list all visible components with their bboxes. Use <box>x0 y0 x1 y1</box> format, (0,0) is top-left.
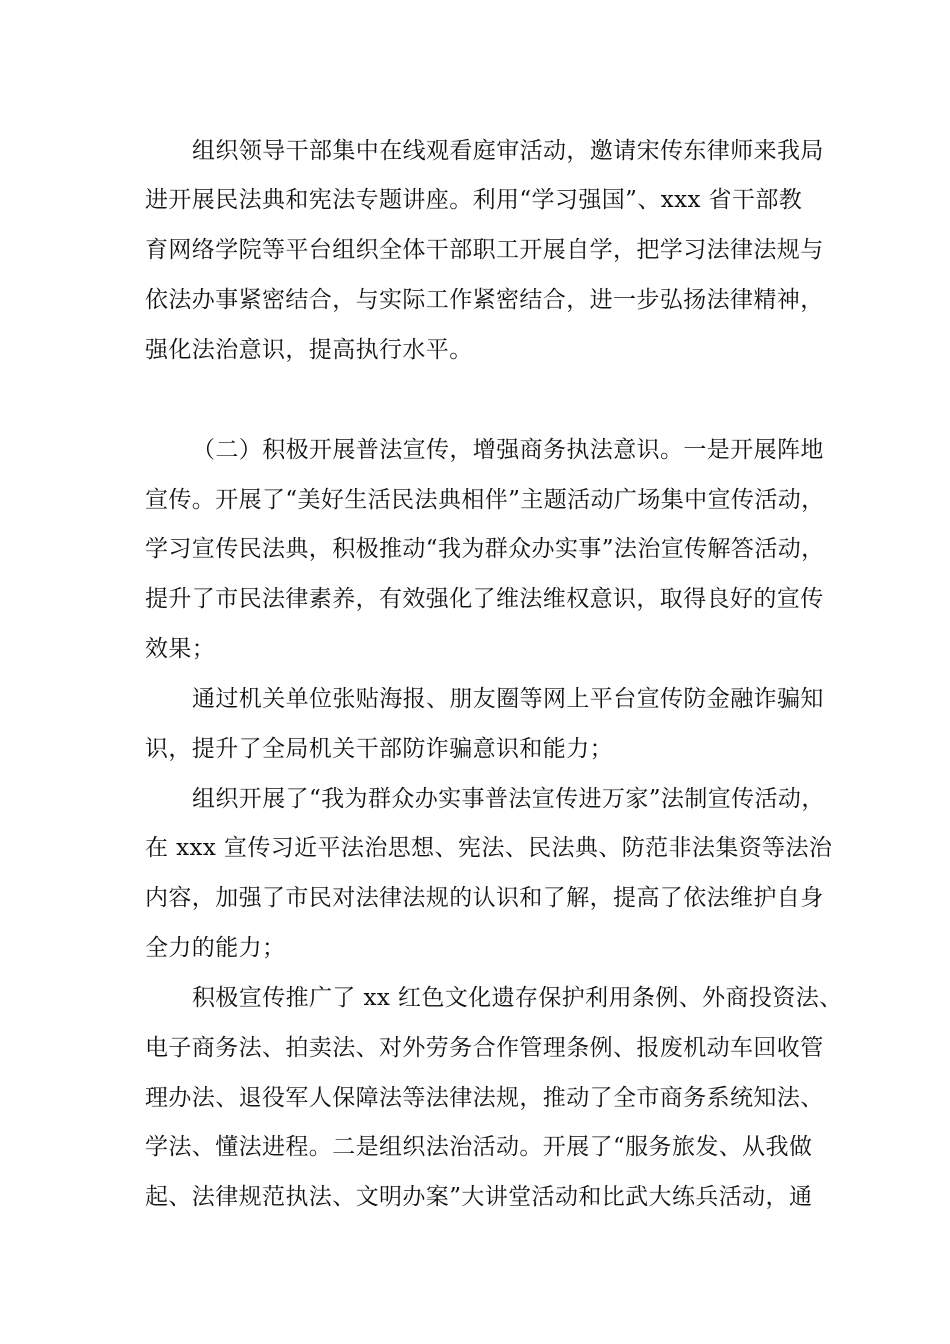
paragraph-line: 效果； <box>145 636 216 662</box>
paragraph-line: 电子商务法、拍卖法、对外劳务合作管理条例、报废机动车回收管 <box>145 1035 824 1061</box>
paragraph-line: （二）积极开展普法宣传，增强商务执法意识。一是开展阵地 <box>192 437 824 463</box>
paragraph-line: 宣传。开展了“美好生活民法典相伴”主题活动广场集中宣传活动， <box>145 487 825 513</box>
paragraph-line: 识，提升了全局机关干部防诈骗意识和能力； <box>145 736 613 762</box>
paragraph-line: 提升了市民法律素养，有效强化了维法维权意识，取得良好的宣传 <box>145 586 824 612</box>
paragraph-line: 学习宣传民法典，积极推动“我为群众办实事”法治宣传解答活动， <box>145 536 825 562</box>
paragraph-line: 组织开展了“我为群众办实事普法宣传进万家”法制宣传活动， <box>192 786 825 812</box>
paragraph-line: 起、法律规范执法、文明办案”大讲堂活动和比武大练兵活动，通 <box>145 1184 813 1210</box>
paragraph-line: 育网络学院等平台组织全体干部职工开展自学，把学习法律法规与 <box>145 237 824 263</box>
paragraph-line: 通过机关单位张贴海报、朋友圈等网上平台宣传防金融诈骗知 <box>192 686 824 712</box>
paragraph-line: 强化法治意识，提高执行水平。 <box>145 337 473 363</box>
paragraph-line: 依法办事紧密结合，与实际工作紧密结合，进一步弘扬法律精神， <box>145 287 824 313</box>
paragraph-line: 内容，加强了市民对法律法规的认识和了解，提高了依法维护自身 <box>145 885 824 911</box>
paragraph-line: 积极宣传推广了 xx 红色文化遗存保护利用条例、外商投资法、 <box>192 985 843 1011</box>
paragraph-line: 组织领导干部集中在线观看庭审活动，邀请宋传东律师来我局 <box>192 138 824 164</box>
paragraph-line: 学法、懂法进程。二是组织法治活动。开展了“服务旅发、从我做 <box>145 1134 813 1160</box>
paragraph-line: 理办法、退役军人保障法等法律法规，推动了全市商务系统知法、 <box>145 1085 824 1111</box>
paragraph-line: 在 xxx 宣传习近平法治思想、宪法、民法典、防范非法集资等法治 <box>145 835 833 861</box>
paragraph-line: 全力的能力； <box>145 935 286 961</box>
paragraph-line: 进开展民法典和宪法专题讲座。利用“学习强国”、xxx 省干部教 <box>145 187 803 213</box>
